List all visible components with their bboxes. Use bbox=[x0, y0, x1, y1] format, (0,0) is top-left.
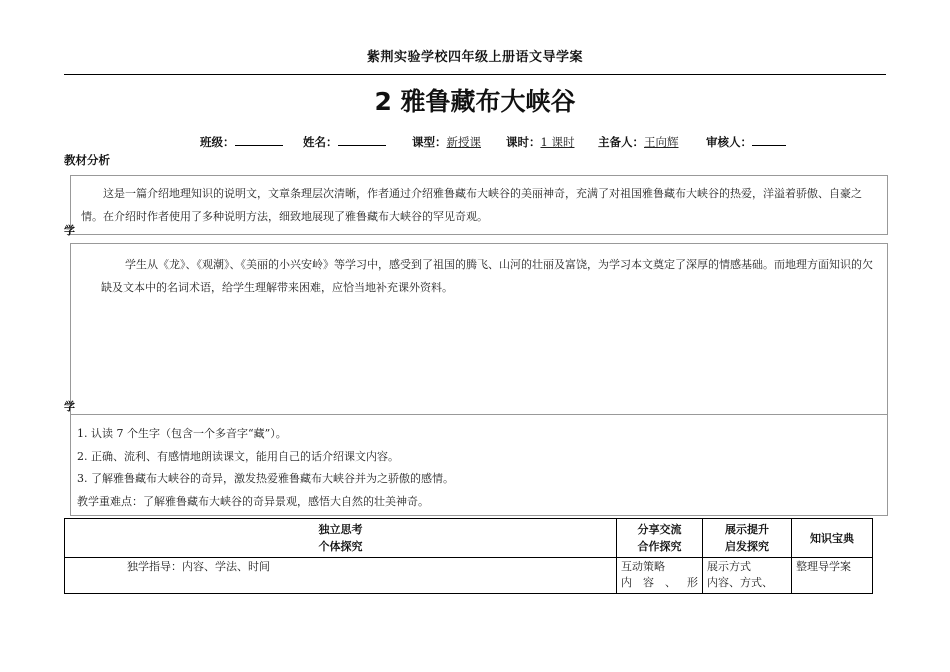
organize-cell: 整理导学案 bbox=[792, 558, 873, 594]
analysis-text: 这是一篇介绍地理知识的说明文，文章条理层次清晰，作者通过介绍雅鲁藏布大峡谷的美丽神奇，充满了对祖国雅鲁藏布大峡谷的热爱，洋溢着骄傲、自豪之情。在介绍时作者使用了多种说明方法，细致地展现了雅鲁藏布大峡谷的罕见奇观。 bbox=[81, 187, 862, 223]
goals-side-label: 学 bbox=[64, 400, 75, 413]
learner-box bbox=[70, 243, 888, 415]
goal-item-3: 3. 了解雅鲁藏布大峡谷的奇异，激发热爱雅鲁藏布大峡谷并为之骄傲的感情。 bbox=[77, 472, 454, 485]
name-label: 姓名： bbox=[303, 135, 338, 149]
reviewer-blank[interactable] bbox=[752, 134, 786, 146]
period-field bbox=[506, 134, 574, 150]
key-point: 教学重难点：了解雅鲁藏布大峡谷的奇异景观，感悟大自然的壮美神奇。 bbox=[77, 494, 429, 508]
table-header-row bbox=[65, 519, 873, 558]
learner-side-label: 学 bbox=[64, 224, 75, 237]
learner-text: 学生从《龙》、《观潮》、《美丽的小兴安岭》等学习中，感受到了祖国的腾飞、山河的壮丽及富饶，为学习本文奠定了深厚的情感基础。而地理方面知识的欠缺及文本中的名词术语，给学生理解带来困难，应恰当地补充课外资料。 bbox=[101, 258, 873, 294]
type-label: 课型： bbox=[412, 135, 447, 149]
analysis-heading: 教材分析 bbox=[64, 153, 110, 167]
preparer-label: 主备人： bbox=[598, 135, 644, 149]
header-divider bbox=[64, 74, 886, 75]
analysis-box bbox=[70, 175, 888, 235]
display-cell: 展示方式 内容、方式、 bbox=[703, 558, 792, 594]
goals-box bbox=[70, 414, 888, 516]
type-value: 新授课 bbox=[446, 135, 481, 149]
table-row bbox=[65, 558, 873, 594]
goal-item-1: 1. 认读 7 个生字（包含一个多音字“藏”）。 bbox=[77, 427, 287, 440]
period-label: 课时： bbox=[506, 135, 541, 149]
preparer-field bbox=[598, 134, 679, 150]
header-show: 展示提升 启发探究 bbox=[703, 519, 792, 558]
reviewer-label: 审核人： bbox=[706, 135, 752, 149]
reviewer-field bbox=[706, 134, 786, 150]
lesson-plan-table bbox=[64, 518, 873, 594]
header-share: 分享交流 合作探究 bbox=[617, 519, 703, 558]
lesson-title: 2 雅鲁藏布大峡谷 bbox=[374, 87, 576, 116]
name-blank[interactable] bbox=[338, 134, 386, 146]
header-independent: 独立思考 个体探究 bbox=[65, 519, 617, 558]
goal-item-2: 2. 正确、流利、有感情地朗读课文，能用自己的话介绍课文内容。 bbox=[77, 449, 399, 463]
header-knowledge: 知识宝典 bbox=[792, 519, 873, 558]
type-field bbox=[412, 134, 481, 150]
name-field bbox=[303, 134, 386, 150]
self-study-cell: 独学指导：内容、学法、时间 bbox=[65, 558, 617, 594]
strategy-cell: 互动策略 内 容 、 形 bbox=[617, 558, 703, 594]
class-blank[interactable] bbox=[235, 134, 283, 146]
class-label: 班级： bbox=[200, 135, 235, 149]
school-header: 紫荆实验学校四年级上册语文导学案 bbox=[366, 50, 583, 65]
period-value: 1 课时 bbox=[540, 135, 575, 149]
preparer-value: 王向辉 bbox=[644, 135, 679, 149]
class-field bbox=[200, 134, 283, 150]
